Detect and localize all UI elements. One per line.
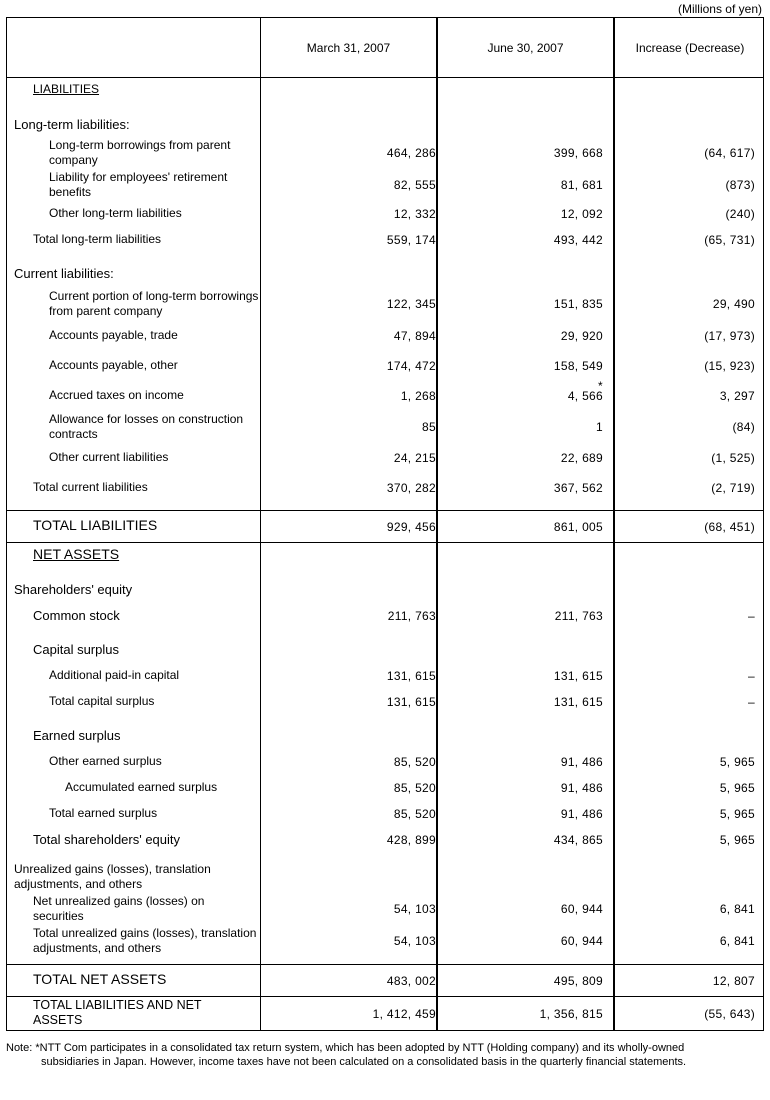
table-row [7,694,763,710]
value-june: 22, 689 [560,451,603,465]
row-label: Other current liabilities [49,450,169,464]
footnote-line-2: subsidiaries in Japan. However, income taxes have not been calculated on a consolidated basis in the quarterly financial statements. [41,1056,687,1068]
section-divider [7,510,763,511]
value-june: 60, 944 [560,902,603,916]
row-label: Other long-term liabilities [49,206,182,220]
table-row [7,608,763,624]
value-change: 5, 965 [719,755,755,769]
table-row [7,728,763,744]
unit-label: (Millions of yen) [677,2,762,16]
row-label: Current portion of long-term borrowings from parent company [49,289,259,318]
row-label: Other earned surplus [49,754,162,768]
value-change: – [748,609,755,623]
value-change: – [748,695,755,709]
table-row [7,998,763,1030]
table-row [7,806,763,822]
row-label: Accounts payable, trade [49,328,178,342]
value-change: 6, 841 [719,934,755,948]
value-change: 5, 965 [719,833,755,847]
value-june: 158, 549 [553,359,603,373]
value-june: 211, 763 [554,609,603,623]
value-june: 367, 562 [553,481,603,495]
header-june-2007: June 30, 2007 [487,40,564,55]
value-june: 4, 566 [567,389,603,403]
value-march: 12, 332 [393,207,436,221]
value-change: (84) [732,420,755,434]
row-label: Allowance for losses on construction contracts [49,412,244,441]
table-row [7,266,763,282]
value-change: (15, 923) [704,359,755,373]
value-change: (2, 719) [711,481,755,495]
row-label: Common stock [33,608,120,623]
table-row [7,358,763,374]
table-row [7,289,763,319]
value-change: 5, 965 [719,807,755,821]
row-label: LIABILITIES [33,82,100,96]
table-row [7,894,763,924]
row-label: Total unrealized gains (losses), translation adjustments, and others [33,926,257,955]
value-march: 211, 763 [387,609,436,623]
table-row [7,206,763,222]
footnote [6,1041,766,1069]
value-march: 82, 555 [393,178,436,192]
value-june: 861, 005 [553,520,603,534]
section-divider [7,964,763,965]
table-row [7,138,763,168]
value-march: 85, 520 [393,755,436,769]
value-change: 5, 965 [719,781,755,795]
table-row [7,642,763,658]
row-label: Shareholders' equity [14,582,133,597]
value-march: 85 [422,420,436,434]
table-row [7,480,763,496]
value-change: (65, 731) [704,233,755,247]
table-row [7,117,763,133]
value-june: 60, 944 [560,934,603,948]
value-change: – [748,669,755,683]
value-june: 495, 809 [553,974,603,988]
value-march: 54, 103 [393,934,436,948]
header-increase-decrease: Increase (Decrease) [635,40,745,55]
table-row [7,379,763,404]
row-label: Accumulated earned surplus [65,780,218,794]
row-label: NET ASSETS [33,546,120,562]
value-march: 1, 412, 459 [372,1007,436,1021]
value-march: 85, 520 [393,781,436,795]
value-change: 12, 807 [712,974,755,988]
table-row [7,668,763,684]
row-label: Unrealized gains (losses), translation adjustments, and others [14,862,211,891]
value-march: 428, 899 [386,833,436,847]
value-june: 131, 615 [553,695,603,709]
table-row [7,972,763,990]
value-change: (64, 617) [704,146,755,160]
row-label: Accrued taxes on income [49,388,184,402]
row-label: Earned surplus [33,728,121,743]
row-label: Long-term borrowings from parent company [49,138,231,167]
row-label: Liability for employees' retirement benefits [49,170,228,199]
table-row [7,232,763,248]
value-change: (55, 643) [704,1007,755,1021]
value-june: 1, 356, 815 [539,1007,603,1021]
row-label: Capital surplus [33,642,119,657]
table-row [7,328,763,344]
row-label: Total shareholders' equity [33,832,181,847]
table-row [7,518,763,536]
value-march: 47, 894 [393,329,436,343]
value-june: 493, 442 [553,233,603,247]
value-march: 122, 345 [386,297,436,311]
table-row [7,926,763,956]
value-change: 6, 841 [719,902,755,916]
value-change: (68, 451) [704,520,755,534]
value-june: 91, 486 [560,807,603,821]
value-march: 54, 103 [393,902,436,916]
table-row [7,450,763,466]
value-march: 174, 472 [386,359,436,373]
value-march: 24, 215 [393,451,436,465]
value-march: 131, 615 [386,695,436,709]
value-june: 1 [596,420,603,434]
row-label: Total capital surplus [49,694,155,708]
table-row [7,754,763,770]
table-row [7,82,763,98]
header-march-2007: March 31, 2007 [306,40,391,55]
value-june: 434, 865 [553,833,603,847]
value-june: 399, 668 [553,146,603,160]
value-march: 370, 282 [386,481,436,495]
row-label: Long-term liabilities: [14,117,130,132]
row-label: Accounts payable, other [49,358,178,372]
value-march: 483, 002 [386,974,436,988]
value-change: (240) [725,207,755,221]
row-label: Total current liabilities [33,480,148,494]
table-row [7,582,763,598]
row-label: TOTAL LIABILITIES [33,517,158,533]
row-label: Additional paid-in capital [49,668,180,682]
value-june: 91, 486 [560,755,603,769]
table-row [7,170,763,200]
row-label: TOTAL NET ASSETS [33,971,167,987]
value-june: 151, 835 [553,297,603,311]
value-change: (17, 973) [704,329,755,343]
row-label: Total earned surplus [49,806,158,820]
value-march: 85, 520 [393,807,436,821]
value-change: 3, 297 [719,389,755,403]
row-label: TOTAL LIABILITIES AND NET ASSETS [33,998,202,1027]
value-june: 81, 681 [560,178,603,192]
table-row [7,780,763,796]
value-march: 464, 286 [386,146,436,160]
value-june: 12, 092 [560,207,603,221]
value-march: 1, 268 [400,389,436,403]
value-march: 929, 456 [386,520,436,534]
value-june: 29, 920 [560,329,603,343]
value-change: (873) [725,178,755,192]
footnote-marker: * [598,379,603,393]
balance-sheet-table [6,17,764,1031]
row-label: Current liabilities: [14,266,114,281]
value-march: 131, 615 [386,669,436,683]
table-row [7,832,763,848]
value-march: 559, 174 [386,233,436,247]
table-row [7,412,763,442]
row-label: Net unrealized gains (losses) on securities [33,894,205,923]
row-label: Total long-term liabilities [33,232,162,246]
table-row [7,547,763,565]
value-change: 29, 490 [712,297,755,311]
header-divider [7,77,763,78]
section-divider [7,542,763,543]
value-june: 91, 486 [560,781,603,795]
value-change: (1, 525) [711,451,755,465]
table-row [7,862,763,892]
value-june: 131, 615 [553,669,603,683]
section-divider [7,996,763,997]
footnote-line-1: Note: *NTT Com participates in a consolidated tax return system, which has been adopted by NTT (Holding company) and its wholly-owned [6,1042,685,1054]
